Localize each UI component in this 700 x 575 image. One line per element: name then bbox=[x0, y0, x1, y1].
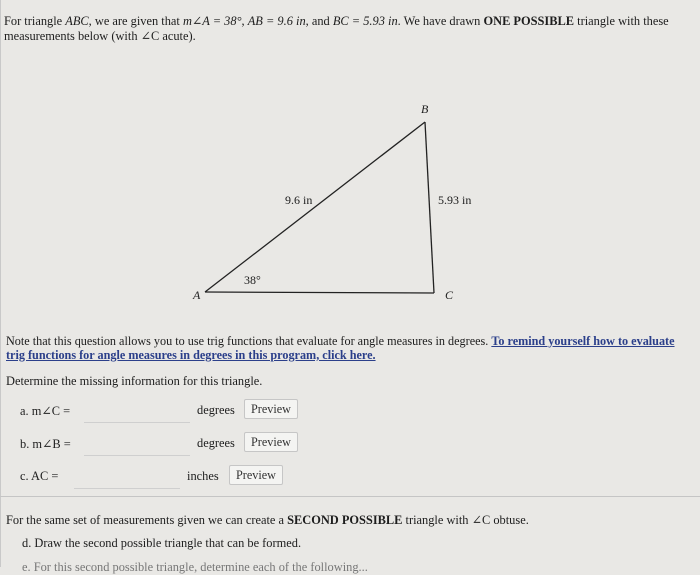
angle-a-measure: 38° bbox=[244, 273, 261, 287]
question-b-label: b. m∠B = bbox=[20, 437, 71, 451]
question-b-unit: degrees bbox=[197, 436, 235, 450]
preview-button-c[interactable]: Preview bbox=[229, 465, 283, 485]
question-a-unit: degrees bbox=[197, 403, 235, 417]
question-a-label: a. m∠C = bbox=[20, 404, 71, 418]
angle-b-input[interactable] bbox=[84, 433, 190, 456]
vertex-b-label: B bbox=[421, 102, 429, 116]
question-c-row bbox=[0, 466, 700, 488]
question-b-row bbox=[0, 433, 700, 455]
second-triangle-statement: For the same set of measurements given we can create a SECOND POSSIBLE triangle with ∠C obtuse. bbox=[6, 513, 529, 527]
trig-help-link[interactable]: To remind yourself how to evaluate trig functions for angle measures in degrees in this program, click here. bbox=[6, 334, 675, 362]
angle-c-input[interactable] bbox=[84, 400, 190, 423]
step-e-instruction: e. For this second possible triangle, determine each of the following... bbox=[22, 560, 368, 574]
preview-button-b[interactable]: Preview bbox=[244, 432, 298, 452]
side-ab bbox=[205, 122, 425, 292]
trig-note: Note that this question allows you to use trig functions that evaluate for angle measures in degrees. To remind yourself how to evaluate trig functions for angle measures in degrees in this program, click here. bbox=[6, 334, 675, 362]
preview-button-a[interactable]: Preview bbox=[244, 399, 298, 419]
side-ac-input[interactable] bbox=[74, 466, 180, 489]
side-bc bbox=[425, 122, 434, 293]
question-c-unit: inches bbox=[187, 469, 219, 483]
side-bc-length: 5.93 in bbox=[438, 193, 472, 207]
problem-statement: For triangle ABC, we are given that m∠A = 38°, AB = 9.6 in, and BC = 5.93 in. We have drawn ONE POSSIBLE triangle with these measurements below (with ∠C acute). bbox=[4, 14, 669, 43]
vertex-c-label: C bbox=[445, 288, 454, 302]
question-c-label: c. AC = bbox=[20, 469, 59, 483]
section-divider bbox=[0, 496, 700, 497]
side-ab-length: 9.6 in bbox=[285, 193, 313, 207]
vertex-a-label: A bbox=[193, 288, 201, 302]
determine-instruction: Determine the missing information for this triangle. bbox=[6, 374, 263, 388]
side-ac bbox=[205, 292, 434, 293]
step-d-instruction: d. Draw the second possible triangle that can be formed. bbox=[22, 536, 302, 550]
question-a-row bbox=[0, 400, 700, 422]
